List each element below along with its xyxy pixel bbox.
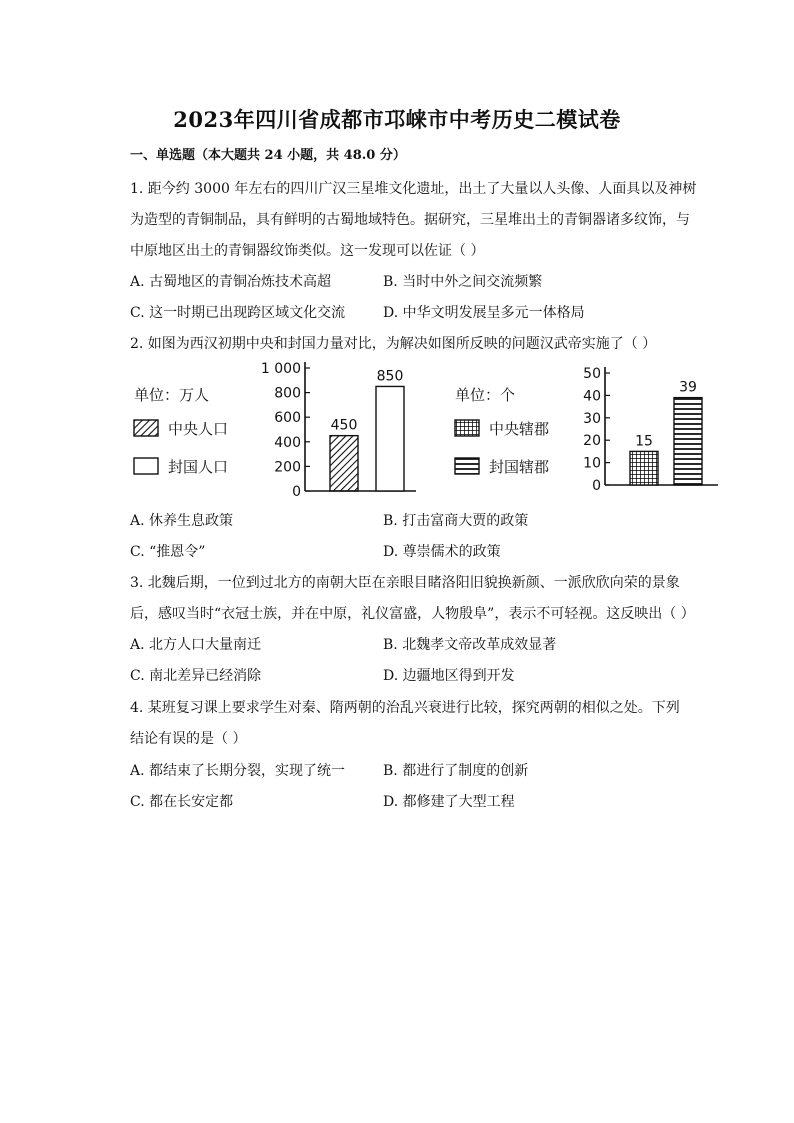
legend-swatch-1 <box>455 420 479 436</box>
data-label-2: 850 <box>376 368 404 385</box>
y-tick-label: 200 <box>274 459 301 476</box>
legend-label-1: 中央辖郡 <box>489 420 550 438</box>
q3-option-c: C. 南北差异已经消除 <box>130 668 262 684</box>
q4-option-d: D. 都修建了大型工程 <box>383 794 515 810</box>
q2-option-a: A. 休养生息政策 <box>130 513 234 529</box>
legend-swatch-2 <box>134 458 158 474</box>
section-heading: 一、单选题（本大题共 24 小题，共 48.0 分） <box>130 148 406 163</box>
legend-label-1: 中央人口 <box>168 420 229 438</box>
y-tick-label: 20 <box>583 433 601 450</box>
bar-2 <box>376 386 404 491</box>
q4-option-a: A. 都结束了长期分裂，实现了统一 <box>130 763 346 779</box>
q3-line-1: 3. 北魏后期，一位到过北方的南朝大臣在亲眼目睹洛阳旧貌换新颜、一派欣欣向荣的景象 <box>130 575 680 591</box>
legend-label-2: 封国人口 <box>168 458 229 476</box>
bar-1 <box>330 436 358 491</box>
data-label-2: 39 <box>679 379 697 396</box>
data-label-1: 450 <box>330 417 358 434</box>
q1-line-2: 为造型的青铜制品，具有鲜明的古蜀地域特色。据研究，三星堆出土的青铜器诸多纹饰，与 <box>130 212 690 228</box>
q2-option-d: D. 尊崇儒术的政策 <box>383 544 501 560</box>
bar-2 <box>674 398 702 485</box>
q1-line-3: 中原地区出土的青铜器纹饰类似。这一发现可以佐证（ ） <box>130 243 485 259</box>
chart-unit-label: 单位：个 <box>455 386 516 404</box>
q2-line-1: 2. 如图为西汉初期中央和封国力量对比，为解决如图所反映的问题汉武帝实施了（ ） <box>130 336 657 352</box>
q1-option-d: D. 中华文明发展呈多元一体格局 <box>383 305 585 321</box>
q1-option-a: A. 古蜀地区的青铜冶炼技术高超 <box>130 274 332 290</box>
y-tick-label: 50 <box>583 366 601 382</box>
q4-line-2: 结论有误的是（ ） <box>130 731 247 747</box>
legend-swatch-2 <box>455 458 479 474</box>
q1-option-c: C. 这一时期已出现跨区域文化交流 <box>130 305 346 321</box>
q2-option-b: B. 打击富商大贾的政策 <box>383 513 529 529</box>
legend-label-2: 封国辖郡 <box>489 458 550 476</box>
q1-option-b: B. 当时中外之间交流频繁 <box>383 274 543 290</box>
bar-1 <box>630 451 658 485</box>
q1-line-1: 1. 距今约 3000 年左右的四川广汉三星堆文化遗址，出土了大量以人头像、人面具以及神树 <box>130 181 697 197</box>
q4-option-b: B. 都进行了制度的创新 <box>383 763 529 779</box>
q3-line-2: 后，感叹当时“衣冠士族，并在中原，礼仪富盛，人物殷阜”，表示不可轻视。这反映出（ ） <box>130 606 695 622</box>
q3-option-b: B. 北魏孝文帝改革成效显著 <box>383 637 557 653</box>
chart-unit-label: 单位：万人 <box>134 386 210 404</box>
q4-line-1: 4. 某班复习课上要求学生对秦、隋两朝的治乱兴衰进行比较，探究两朝的相似之处。下列 <box>130 700 680 716</box>
commandery-chart <box>448 358 723 500</box>
y-tick-label: 40 <box>583 388 601 405</box>
population-chart <box>126 358 426 500</box>
y-tick-label: 600 <box>274 410 301 427</box>
y-tick-label: 800 <box>274 385 301 402</box>
y-tick-label: 10 <box>583 455 601 472</box>
q3-option-d: D. 边疆地区得到开发 <box>383 668 515 684</box>
y-tick-label: 400 <box>274 434 301 451</box>
y-tick-label: 0 <box>592 478 601 494</box>
q2-option-c: C. “推恩令” <box>130 544 206 560</box>
y-tick-label: 0 <box>292 484 301 500</box>
page-title: 2023年四川省成都市邛崃市中考历史二模试卷 <box>173 107 621 132</box>
legend-swatch-1 <box>134 420 158 436</box>
q3-option-a: A. 北方人口大量南迁 <box>130 637 262 653</box>
data-label-1: 15 <box>635 433 653 450</box>
q4-option-c: C. 都在长安定都 <box>130 794 234 810</box>
y-tick-label: 30 <box>583 410 601 427</box>
y-tick-label: 1 000 <box>260 361 301 377</box>
